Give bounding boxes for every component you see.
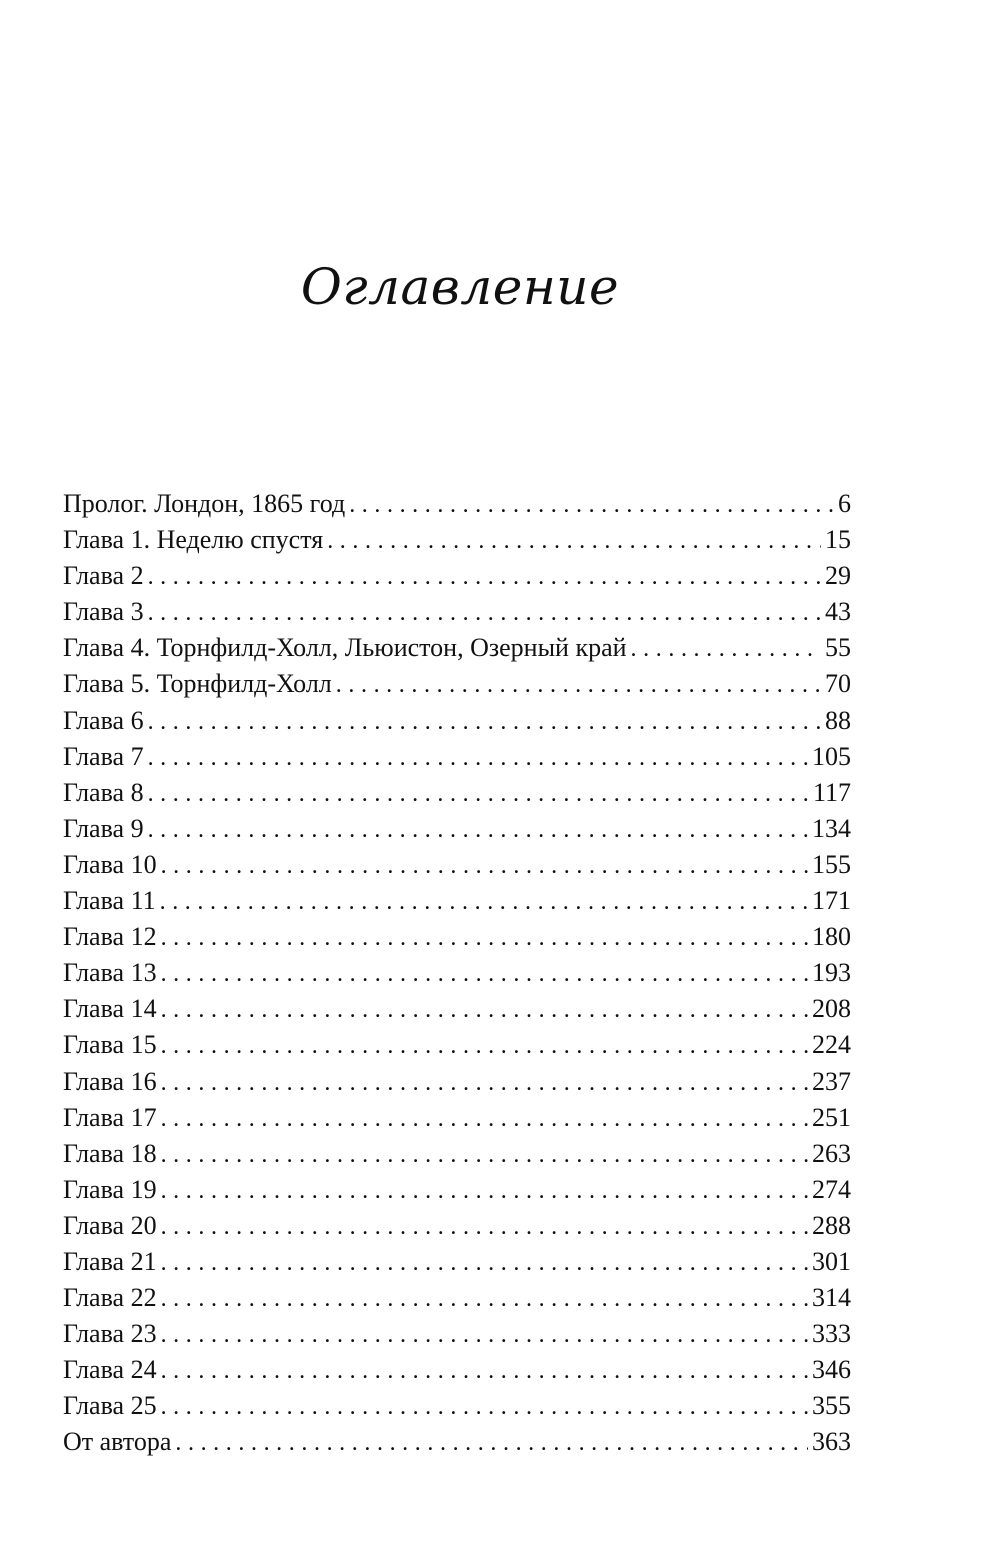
dot-leader <box>631 631 821 667</box>
toc-entry[interactable] <box>63 1316 851 1352</box>
toc-entry[interactable] <box>63 1388 851 1424</box>
toc-entry-label: Глава 13 <box>63 958 157 988</box>
toc-entry-label: Глава 24 <box>63 1355 157 1385</box>
toc-entry-page: 117 <box>812 777 851 807</box>
dot-leader <box>336 667 821 703</box>
table-of-contents <box>63 486 851 1461</box>
toc-entry[interactable] <box>63 1064 851 1100</box>
dot-leader <box>161 1353 808 1389</box>
dot-leader <box>161 992 808 1028</box>
toc-entry-page: 105 <box>812 741 851 771</box>
toc-entry-page: 43 <box>825 597 851 627</box>
toc-entry-page: 355 <box>812 1391 851 1421</box>
toc-entry-page: 70 <box>825 669 851 699</box>
dot-leader <box>161 1389 808 1425</box>
toc-entry-label: Глава 15 <box>63 1030 157 1060</box>
toc-entry-label: Глава 3 <box>63 597 144 627</box>
toc-entry-label: Глава 6 <box>63 705 144 735</box>
toc-entry-page: 29 <box>825 561 851 591</box>
dot-leader <box>148 812 808 848</box>
dot-leader <box>148 559 821 595</box>
toc-entry-page: 314 <box>812 1283 851 1313</box>
dot-leader <box>349 487 834 523</box>
toc-entry-page: 180 <box>812 922 851 952</box>
toc-entry[interactable] <box>63 630 851 666</box>
toc-entry-label: Глава 1. Неделю спустя <box>63 525 324 555</box>
toc-entry[interactable] <box>63 991 851 1027</box>
toc-entry[interactable] <box>63 1027 851 1063</box>
toc-entry[interactable] <box>63 1352 851 1388</box>
toc-entry-label: Глава 25 <box>63 1391 157 1421</box>
toc-entry-label: Глава 11 <box>63 886 156 916</box>
toc-entry-page: 288 <box>812 1210 851 1240</box>
dot-leader <box>148 595 821 631</box>
toc-entry-page: 171 <box>812 886 851 916</box>
toc-entry[interactable] <box>63 522 851 558</box>
toc-entry-page: 237 <box>812 1066 851 1096</box>
toc-entry[interactable] <box>63 1208 851 1244</box>
toc-entry-page: 274 <box>812 1174 851 1204</box>
toc-entry-label: Глава 14 <box>63 994 157 1024</box>
toc-entry-page: 134 <box>812 813 851 843</box>
toc-entry[interactable] <box>63 703 851 739</box>
dot-leader <box>161 1173 808 1209</box>
dot-leader <box>327 523 821 559</box>
toc-entry[interactable] <box>63 919 851 955</box>
toc-entry[interactable] <box>63 486 851 522</box>
toc-entry[interactable] <box>63 1424 851 1460</box>
toc-entry[interactable] <box>63 1136 851 1172</box>
dot-leader <box>161 1209 808 1245</box>
toc-entry-page: 55 <box>825 633 851 663</box>
toc-entry-page: 208 <box>812 994 851 1024</box>
dot-leader <box>161 1101 808 1137</box>
toc-entry-label: Глава 17 <box>63 1102 157 1132</box>
toc-entry-label: Глава 23 <box>63 1319 157 1349</box>
dot-leader <box>161 1317 808 1353</box>
toc-entry-label: Глава 16 <box>63 1066 157 1096</box>
toc-entry[interactable] <box>63 775 851 811</box>
toc-entry-page: 301 <box>812 1246 851 1276</box>
dot-leader <box>148 704 821 740</box>
toc-entry-label: Глава 19 <box>63 1174 157 1204</box>
toc-entry[interactable] <box>63 1172 851 1208</box>
toc-entry-page: 333 <box>812 1319 851 1349</box>
toc-entry[interactable] <box>63 1280 851 1316</box>
dot-leader <box>148 740 808 776</box>
toc-entry[interactable] <box>63 955 851 991</box>
dot-leader <box>161 1245 808 1281</box>
toc-entry[interactable] <box>63 666 851 702</box>
dot-leader <box>161 956 808 992</box>
toc-entry-label: Глава 9 <box>63 813 144 843</box>
toc-entry[interactable] <box>63 847 851 883</box>
toc-entry-label: Глава 21 <box>63 1246 157 1276</box>
toc-entry[interactable] <box>63 811 851 847</box>
toc-entry-label: Глава 12 <box>63 922 157 952</box>
toc-entry-page: 251 <box>812 1102 851 1132</box>
toc-entry-label: Глава 22 <box>63 1283 157 1313</box>
toc-entry-page: 363 <box>812 1427 851 1457</box>
toc-entry-label: Глава 10 <box>63 849 157 879</box>
toc-entry-label: Глава 2 <box>63 561 144 591</box>
toc-entry-label: Глава 4. Торнфилд-Холл, Льюистон, Озерный край <box>63 633 627 663</box>
dot-leader <box>161 920 808 956</box>
toc-entry-page: 193 <box>812 958 851 988</box>
dot-leader <box>161 1028 808 1064</box>
toc-entry-page: 88 <box>825 705 851 735</box>
toc-entry[interactable] <box>63 558 851 594</box>
toc-entry[interactable] <box>63 883 851 919</box>
dot-leader <box>161 1281 808 1317</box>
dot-leader <box>161 848 808 884</box>
toc-entry-page: 346 <box>812 1355 851 1385</box>
toc-entry-label: От автора <box>63 1427 172 1457</box>
toc-entry-page: 15 <box>825 525 851 555</box>
toc-entry-label: Глава 20 <box>63 1210 157 1240</box>
dot-leader <box>161 1065 808 1101</box>
toc-entry-label: Глава 5. Торнфилд-Холл <box>63 669 332 699</box>
toc-entry-label: Глава 8 <box>63 777 144 807</box>
page-title: Оглавление <box>300 258 620 316</box>
dot-leader <box>160 884 808 920</box>
toc-entry[interactable] <box>63 1244 851 1280</box>
dot-leader <box>148 776 809 812</box>
dot-leader <box>175 1425 808 1461</box>
toc-entry-page: 263 <box>812 1138 851 1168</box>
toc-entry-label: Глава 18 <box>63 1138 157 1168</box>
toc-entry[interactable] <box>63 739 851 775</box>
toc-entry-label: Пролог. Лондон, 1865 год <box>63 489 346 518</box>
dot-leader <box>161 1137 808 1173</box>
toc-entry-page: 155 <box>812 849 851 879</box>
toc-entry-page: 6 <box>838 489 851 518</box>
toc-entry-page: 224 <box>812 1030 851 1060</box>
toc-entry[interactable] <box>63 1100 851 1136</box>
toc-entry[interactable] <box>63 594 851 630</box>
toc-entry-label: Глава 7 <box>63 741 144 771</box>
